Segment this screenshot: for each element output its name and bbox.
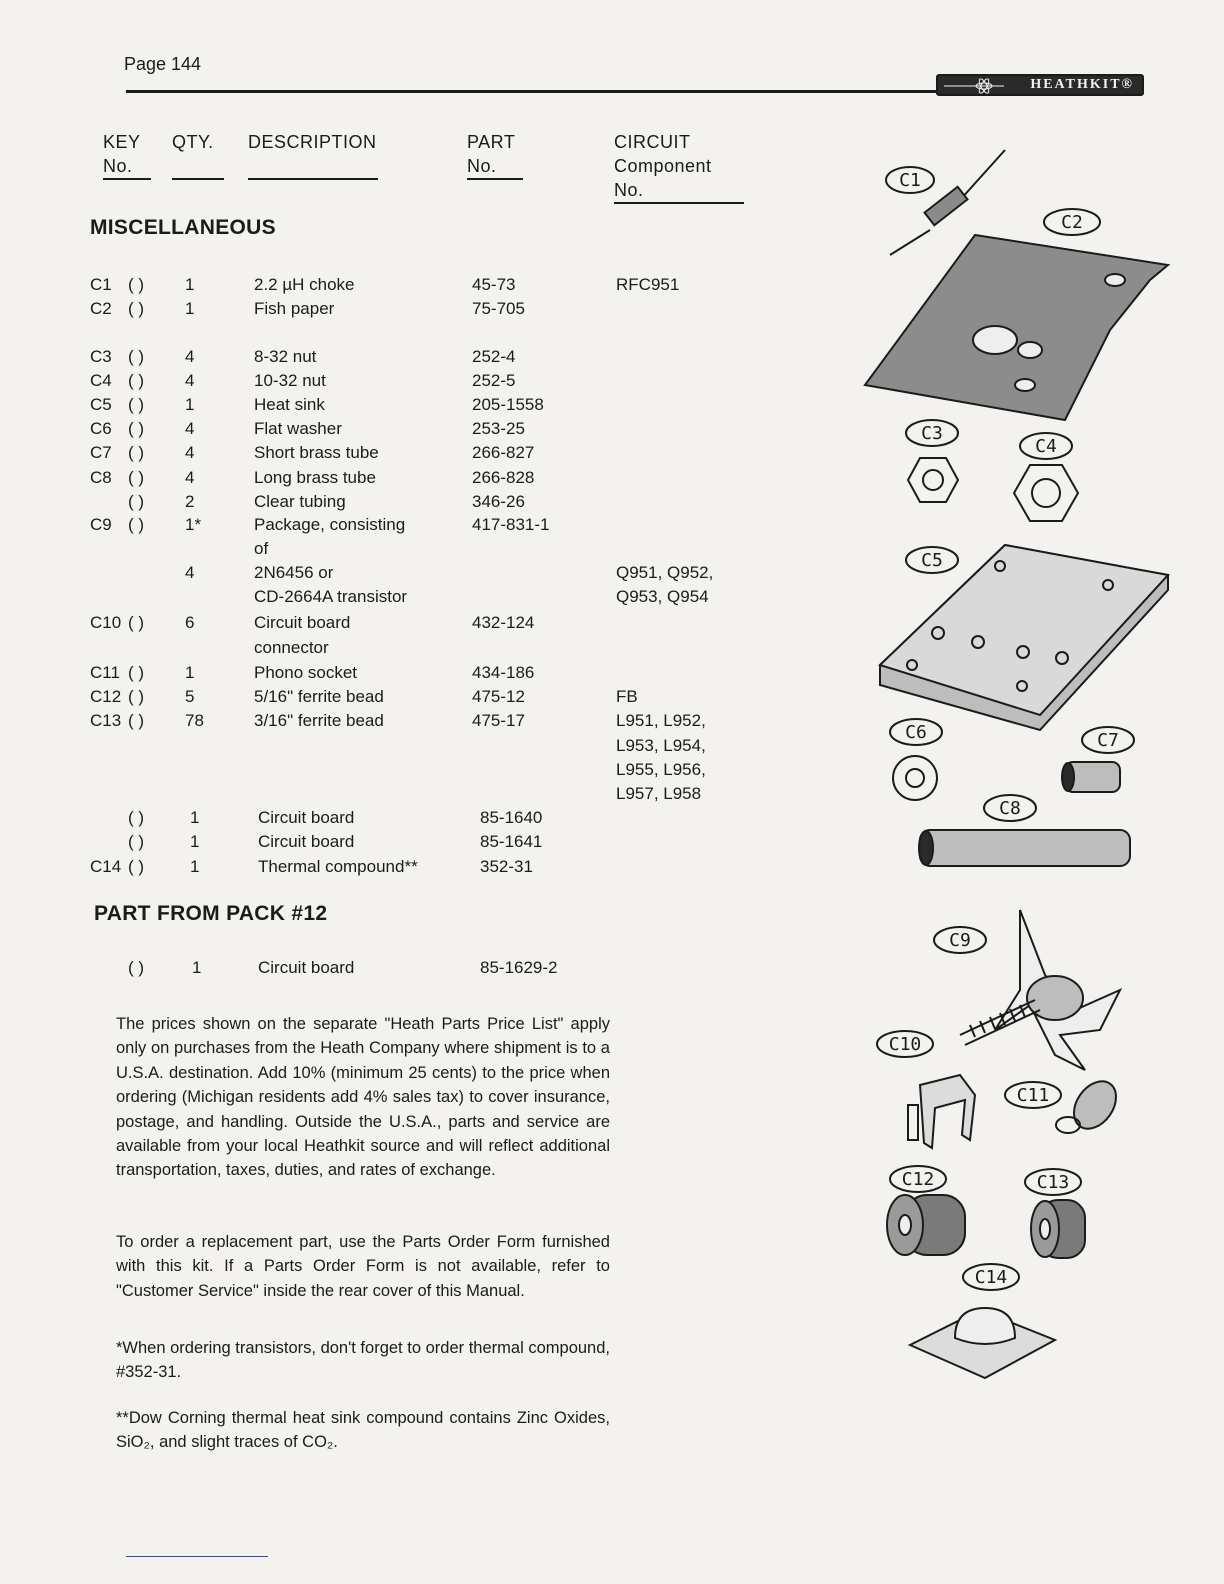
checkbox[interactable]: ( ) (128, 808, 145, 827)
label-c14: C14 (974, 1267, 1008, 1288)
label-c9: C9 (949, 930, 971, 951)
checkbox[interactable]: ( ) (128, 299, 145, 318)
checkbox[interactable]: ( ) (128, 395, 145, 414)
checkbox[interactable]: ( ) (128, 419, 145, 438)
header-qty: QTY. (172, 130, 224, 180)
label-c8: C8 (999, 798, 1021, 819)
section-pack: PART FROM PACK #12 (94, 902, 328, 925)
parts-illustration (850, 130, 1190, 1390)
checkbox[interactable]: ( ) (128, 687, 145, 706)
footer-line (126, 1556, 268, 1557)
prices-paragraph: The prices shown on the separate "Heath Parts Price List" apply only on purchases from the Heath Company where shipment is to a U.S.A. destination. Add 10% (minimum 25 cents) to the price when ordering (Michigan residents add 4% sales tax) to cover insurance, postage, and handling. Outside the U.S.A., parts and service are available from your local Heathkit source and will reflect additional transportation, taxes, duties, and rates of exchange. (116, 1015, 610, 1180)
label-c2: C2 (1061, 212, 1083, 233)
washer-drawing (893, 756, 937, 800)
header-key: KEY No. (103, 130, 151, 180)
heathkit-logo (936, 74, 1144, 96)
checkbox[interactable]: ( ) (128, 515, 145, 534)
nut-drawing (908, 458, 958, 502)
connector-drawing (908, 1075, 975, 1148)
phono-socket-drawing (1056, 1073, 1125, 1136)
ferrite-bead-large-drawing (887, 1195, 965, 1255)
label-c3: C3 (921, 423, 943, 444)
header-description: DESCRIPTION (248, 130, 378, 180)
checkbox[interactable]: ( ) (128, 492, 145, 511)
label-c11: C11 (1016, 1085, 1050, 1106)
label-c13: C13 (1036, 1172, 1070, 1193)
page-number: Page 144 (124, 54, 202, 74)
header-circuit: CIRCUIT Component No. (614, 130, 744, 204)
checkbox[interactable]: ( ) (128, 832, 145, 851)
header-rule (126, 90, 936, 93)
checkbox[interactable]: ( ) (128, 347, 145, 366)
long-tube-drawing (920, 830, 1130, 866)
order-paragraph: To order a replacement part, use the Parts Order Form furnished with this kit. If a Parts Order Form is not available, refer to "Customer Service" inside the rear cover of this Manual. (116, 1233, 610, 1300)
checkbox[interactable]: ( ) (128, 711, 145, 730)
label-c6: C6 (905, 722, 927, 743)
compound-note: **Dow Corning thermal heat sink compound contains Zinc Oxides, SiO₂, and slight traces of CO₂. (116, 1409, 610, 1452)
section-miscellaneous: MISCELLANEOUS (90, 216, 276, 239)
checkbox[interactable]: ( ) (128, 371, 145, 390)
brand-name: HEATHKIT® (1030, 77, 1134, 92)
checkbox[interactable]: ( ) (128, 857, 145, 876)
label-c10: C10 (888, 1034, 922, 1055)
checkbox[interactable]: ( ) (128, 613, 145, 632)
thermal-compound-drawing (910, 1308, 1055, 1378)
header-part: PART No. (467, 130, 523, 180)
checkbox[interactable]: ( ) (128, 958, 145, 977)
label-c5: C5 (921, 550, 943, 571)
atom-icon (944, 78, 1004, 94)
checkbox[interactable]: ( ) (128, 443, 145, 462)
checkbox[interactable]: ( ) (128, 275, 145, 294)
label-c12: C12 (901, 1169, 935, 1190)
ferrite-bead-small-drawing (1031, 1200, 1085, 1258)
label-c1: C1 (899, 170, 921, 191)
label-c7: C7 (1097, 730, 1119, 751)
transistor-note: *When ordering transistors, don't forget to order thermal compound, #352-31. (116, 1339, 610, 1382)
nut-drawing (1014, 465, 1078, 521)
checkbox[interactable]: ( ) (128, 468, 145, 487)
fish-paper-drawing (865, 235, 1168, 420)
label-c4: C4 (1035, 436, 1057, 457)
checkbox[interactable]: ( ) (128, 663, 145, 682)
